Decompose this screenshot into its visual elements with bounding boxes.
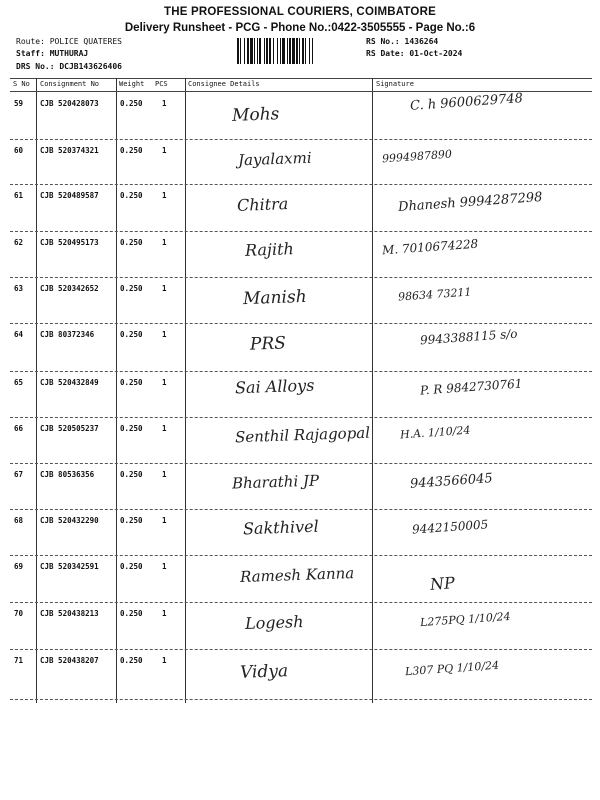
weight-value: 0.250 <box>120 146 143 155</box>
pieces-count: 1 <box>162 191 167 200</box>
consignment-number: CJB 520489587 <box>40 191 99 200</box>
consignment-number: CJB 520428073 <box>40 99 99 108</box>
consignee-name: Ramesh Kanna <box>239 564 355 586</box>
consignment-number: CJB 520495173 <box>40 238 99 247</box>
signature-mark: L307 PQ 1/10/24 <box>404 658 500 679</box>
consignment-number: CJB 520342591 <box>40 562 99 571</box>
pieces-count: 1 <box>162 470 167 479</box>
staff-label: Staff: MUTHURAJ <box>16 49 89 58</box>
signature-mark: 9994987890 <box>381 147 453 166</box>
signature-mark: 98634 73211 <box>397 285 472 304</box>
col-header-pcs: PCS <box>155 80 168 88</box>
table-row <box>10 464 592 510</box>
weight-value: 0.250 <box>120 284 143 293</box>
weight-value: 0.250 <box>120 609 143 618</box>
table-row <box>10 232 592 278</box>
table-row <box>10 650 592 700</box>
consignee-name: Chitra <box>236 194 289 215</box>
consignment-number: CJB 520505237 <box>40 424 99 433</box>
weight-value: 0.250 <box>120 656 143 665</box>
weight-value: 0.250 <box>120 470 143 479</box>
serial-number: 65 <box>14 378 24 387</box>
table-row <box>10 185 592 232</box>
table-row <box>10 418 592 464</box>
weight-value: 0.250 <box>120 191 143 200</box>
signature-mark: Dhanesh 9994287298 <box>397 189 543 216</box>
consignment-number: CJB 520342652 <box>40 284 99 293</box>
consignee-name: Rajith <box>244 239 295 260</box>
pieces-count: 1 <box>162 146 167 155</box>
consignee-name: PRS <box>249 333 287 355</box>
signature-mark: NP <box>429 573 456 594</box>
consignee-name: Sai Alloys <box>234 375 315 398</box>
table-row <box>10 556 592 603</box>
consignment-number: CJB 80372346 <box>40 330 95 339</box>
serial-number: 59 <box>14 99 24 108</box>
signature-mark: M. 7010674228 <box>381 236 479 258</box>
serial-number: 68 <box>14 516 24 525</box>
signature-mark: 9943388115 s/o <box>419 326 518 348</box>
pieces-count: 1 <box>162 656 167 665</box>
consignment-number: CJB 520438213 <box>40 609 99 618</box>
table-top-border <box>10 78 592 79</box>
consignee-name: Manish <box>242 286 307 310</box>
pieces-count: 1 <box>162 284 167 293</box>
consignment-number: CJB 520432849 <box>40 378 99 387</box>
consignee-name: Jayalaxmi <box>237 148 312 170</box>
pieces-count: 1 <box>162 516 167 525</box>
signature-mark: 9443566045 <box>409 471 494 492</box>
col-header-consignee: Consignee Details <box>188 80 260 88</box>
pieces-count: 1 <box>162 562 167 571</box>
consignee-name: Mohs <box>231 104 280 126</box>
weight-value: 0.250 <box>120 238 143 247</box>
serial-number: 61 <box>14 191 24 200</box>
pieces-count: 1 <box>162 609 167 618</box>
signature-mark: C. h 9600629748 <box>409 91 524 114</box>
consignment-number: CJB 80536356 <box>40 470 95 479</box>
serial-number: 67 <box>14 470 24 479</box>
weight-value: 0.250 <box>120 424 143 433</box>
weight-value: 0.250 <box>120 378 143 387</box>
pieces-count: 1 <box>162 238 167 247</box>
pieces-count: 1 <box>162 424 167 433</box>
serial-number: 66 <box>14 424 24 433</box>
route-label: Route: POLICE QUATERES <box>16 37 122 46</box>
consignee-name: Logesh <box>244 611 304 634</box>
serial-number: 69 <box>14 562 24 571</box>
consignee-name: Senthil Rajagopal <box>234 423 371 447</box>
consignment-number: CJB 520432290 <box>40 516 99 525</box>
drs-number: DRS No.: DCJB143626406 <box>16 62 122 71</box>
signature-mark: P. R 9842730761 <box>419 376 523 398</box>
table-row <box>10 93 592 140</box>
consignment-number: CJB 520438207 <box>40 656 99 665</box>
signature-mark: L275PQ 1/10/24 <box>419 609 511 630</box>
serial-number: 60 <box>14 146 24 155</box>
serial-number: 64 <box>14 330 24 339</box>
pieces-count: 1 <box>162 330 167 339</box>
weight-value: 0.250 <box>120 516 143 525</box>
signature-mark: H.A. 1/10/24 <box>399 423 471 442</box>
table-row <box>10 324 592 372</box>
col-header-sno: S No <box>13 80 30 88</box>
runsheet-subtitle: Delivery Runsheet - PCG - Phone No.:0422-3505555 - Page No.:6 <box>124 22 476 34</box>
weight-value: 0.250 <box>120 99 143 108</box>
serial-number: 70 <box>14 609 24 618</box>
pieces-count: 1 <box>162 378 167 387</box>
pieces-count: 1 <box>162 99 167 108</box>
serial-number: 71 <box>14 656 24 665</box>
col-header-consignment: Consignment No <box>40 80 100 88</box>
weight-value: 0.250 <box>120 562 143 571</box>
barcode <box>237 38 361 64</box>
col-header-weight: Weight <box>119 80 145 88</box>
weight-value: 0.250 <box>120 330 143 339</box>
rs-date: RS Date: 01-Oct-2024 <box>366 49 463 58</box>
table-row <box>10 140 592 185</box>
serial-number: 62 <box>14 238 24 247</box>
consignee-name: Vidya <box>239 661 289 683</box>
table-row <box>10 372 592 418</box>
consignee-name: Sakthivel <box>242 516 319 539</box>
consignment-number: CJB 520374321 <box>40 146 99 155</box>
consignee-name: Bharathi JP <box>231 471 320 493</box>
serial-number: 63 <box>14 284 24 293</box>
signature-mark: 9442150005 <box>411 517 489 537</box>
table-row <box>10 603 592 650</box>
rs-number: RS No.: 1436264 <box>366 37 439 46</box>
row-separator <box>10 699 592 700</box>
col-header-signature: Signature <box>376 80 414 88</box>
runsheet-title: THE PROFESSIONAL COURIERS, COIMBATORE <box>164 6 436 18</box>
table-row <box>10 278 592 324</box>
table-row <box>10 510 592 556</box>
